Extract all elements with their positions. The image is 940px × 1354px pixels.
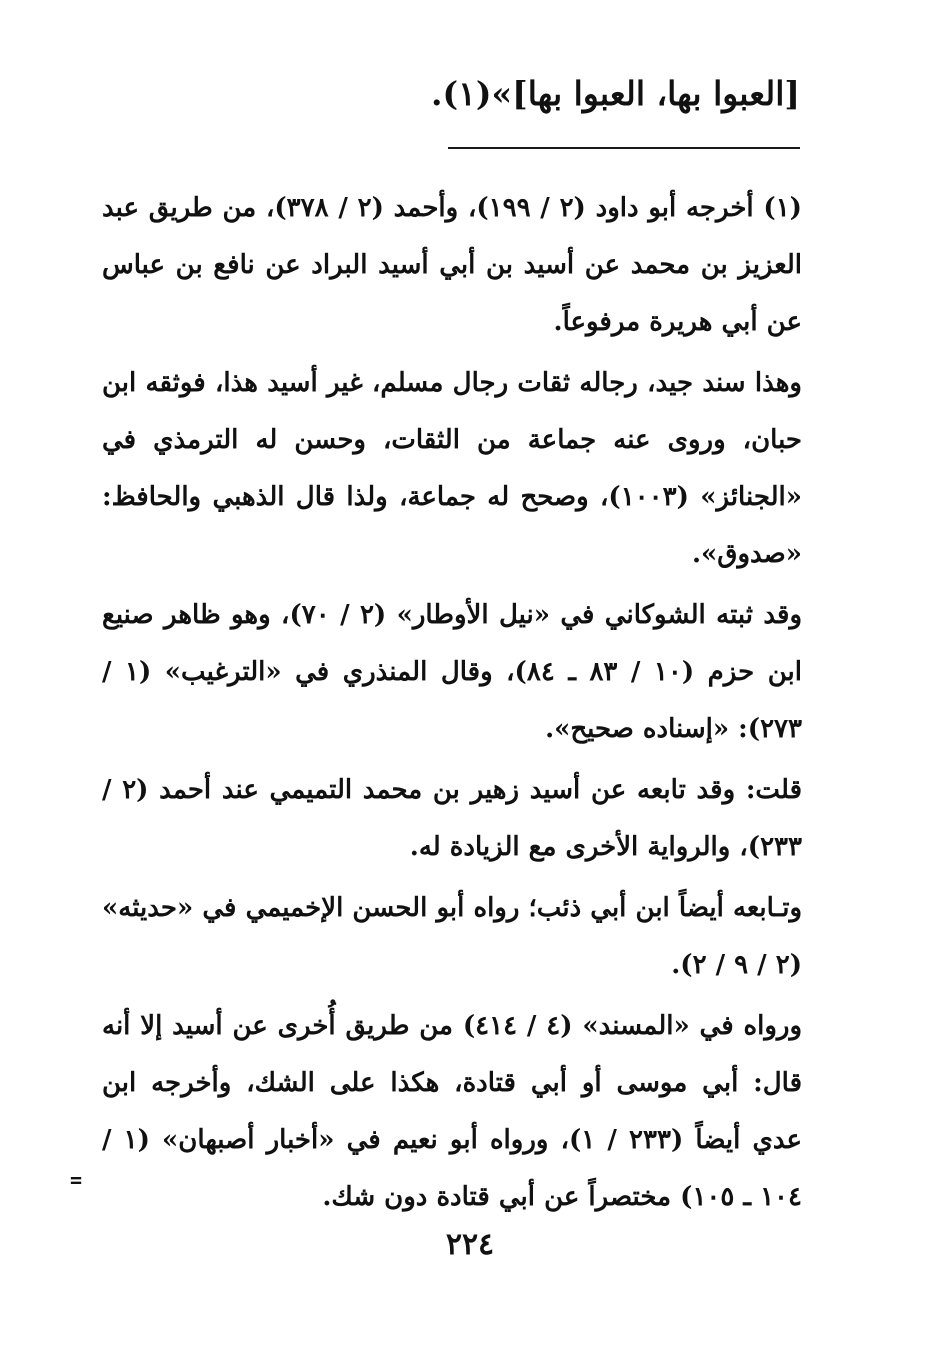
footnote-separator xyxy=(448,147,800,149)
main-text-line: [العبوا بها، العبوا بها]»(١). xyxy=(431,74,800,113)
footnote-paragraph: ورواه في «المسند» (٤ / ٤١٤) من طريق أُخرى عن أسيد إلا أنه قال: أبي موسى أو أبي قتادة، هكذا على الشك، وأخرجه ابن عدي أيضاً (٢٣٣ / ١)، ورواه أبو نعيم في «أخبار أصبهان» (١ / ١٠٤ ـ ١٠٥) مختصراً عن أبي قتادة دون شك. xyxy=(102,1011,803,1212)
footnote-paragraph: (١) أخرجه أبو داود (٢ / ١٩٩)، وأحمد (٢ / ٣٧٨)، من طريق عبد العزيز بن محمد عن أسيد بن أبي أسيد البراد عن نافع بن عباس عن أبي هريرة مرفوعاً. xyxy=(102,193,802,337)
footnote-paragraph: وتـابعه أيضاً ابن أبي ذئب؛ رواه أبو الحسن الإخميمي في «حديثه» (٢ / ٩ / ٢). xyxy=(102,893,802,980)
footnote-paragraph: وقد ثبته الشوكاني في «نيل الأوطار» (٢ / ٧٠)، وهو ظاهر صنيع ابن حزم (١٠ / ٨٣ ـ ٨٤)، وقال المنذري في «الترغيب» (١ / ٢٧٣): «إسناده صحيح». xyxy=(102,600,803,744)
footnote-paragraph: قلت: وقد تابعه عن أسيد زهير بن محمد التميمي عند أحمد (٢ /٢٣٣)، والرواية الأخرى مع الزيادة له. xyxy=(102,775,802,862)
footnote-paragraph: وهذا سند جيد، رجاله ثقات رجال مسلم، غير أسيد هذا، فوثقه ابن حبان، وروى عنه جماعة من الثقات، وحسن له الترمذي في «الجنائز» (١٠٠٣)، وصحح له جماعة، ولذا قال الذهبي والحافظ: «صدوق». xyxy=(102,368,802,569)
page-number: ٢٢٤ xyxy=(445,1227,495,1262)
footnotes-section xyxy=(102,180,802,1230)
continuation-mark: = xyxy=(70,1168,83,1192)
